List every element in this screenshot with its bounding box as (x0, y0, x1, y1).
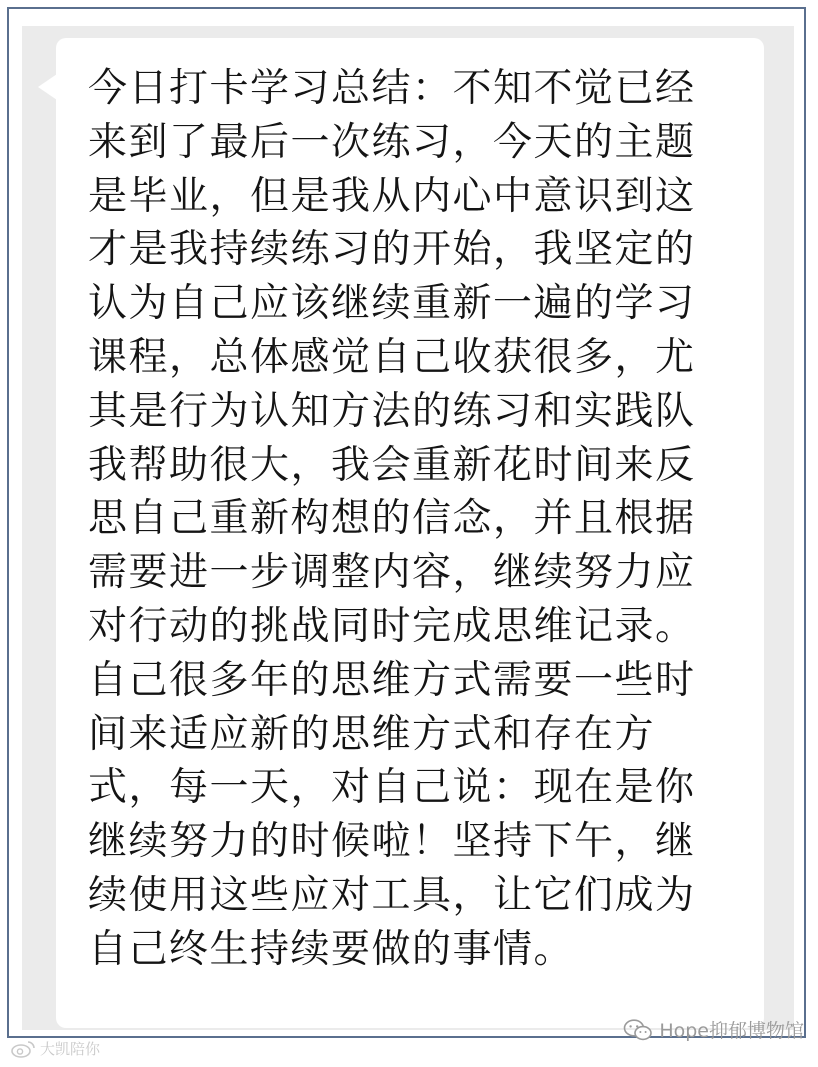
message-line: 其是行为认知方法的练习和实践队 (88, 388, 696, 434)
corner-mark-text: 大凯陪你 (40, 1040, 101, 1058)
message-line: 式，每一天，对自己说：现在是你 (88, 765, 696, 811)
weibo-watermark (10, 1038, 100, 1059)
message-line: 思自己重新构想的信念，并且根据 (88, 496, 696, 542)
message-line: 间来适应新的思维方式和存在方 (88, 711, 656, 757)
wechat-icon (623, 1018, 653, 1042)
message-line: 需要进一步调整内容，继续努力应 (88, 550, 696, 596)
message-line: 继续努力的时候啦！坚持下午，继 (88, 819, 696, 865)
message-line: 来到了最后一次练习，今天的主题 (88, 119, 696, 165)
message-line: 续使用这些应对工具，让它们成为 (88, 872, 696, 918)
message-line: 对行动的挑战同时完成思维记录。 (88, 603, 696, 649)
message-line: 才是我持续练习的开始，我坚定的 (88, 227, 696, 273)
message-line: 自己很多年的思维方式需要一些时 (88, 657, 696, 703)
weibo-icon (10, 1040, 36, 1058)
message-line: 是毕业，但是我从内心中意识到这 (88, 173, 696, 219)
message-text (88, 62, 738, 977)
wechat-watermark (623, 1016, 804, 1043)
watermark-text: Hope抑郁博物馆 (659, 1020, 804, 1042)
message-line: 课程，总体感觉自己收获很多，尤 (88, 334, 696, 380)
message-line: 自己终生持续要做的事情。 (88, 926, 575, 972)
message-line: 我帮助很大，我会重新花时间来反 (88, 442, 696, 488)
message-bubble-tail (38, 74, 57, 100)
message-line: 今日打卡学习总结：不知不觉已经 (88, 66, 696, 111)
message-line: 认为自己应该继续重新一遍的学习 (88, 281, 696, 327)
